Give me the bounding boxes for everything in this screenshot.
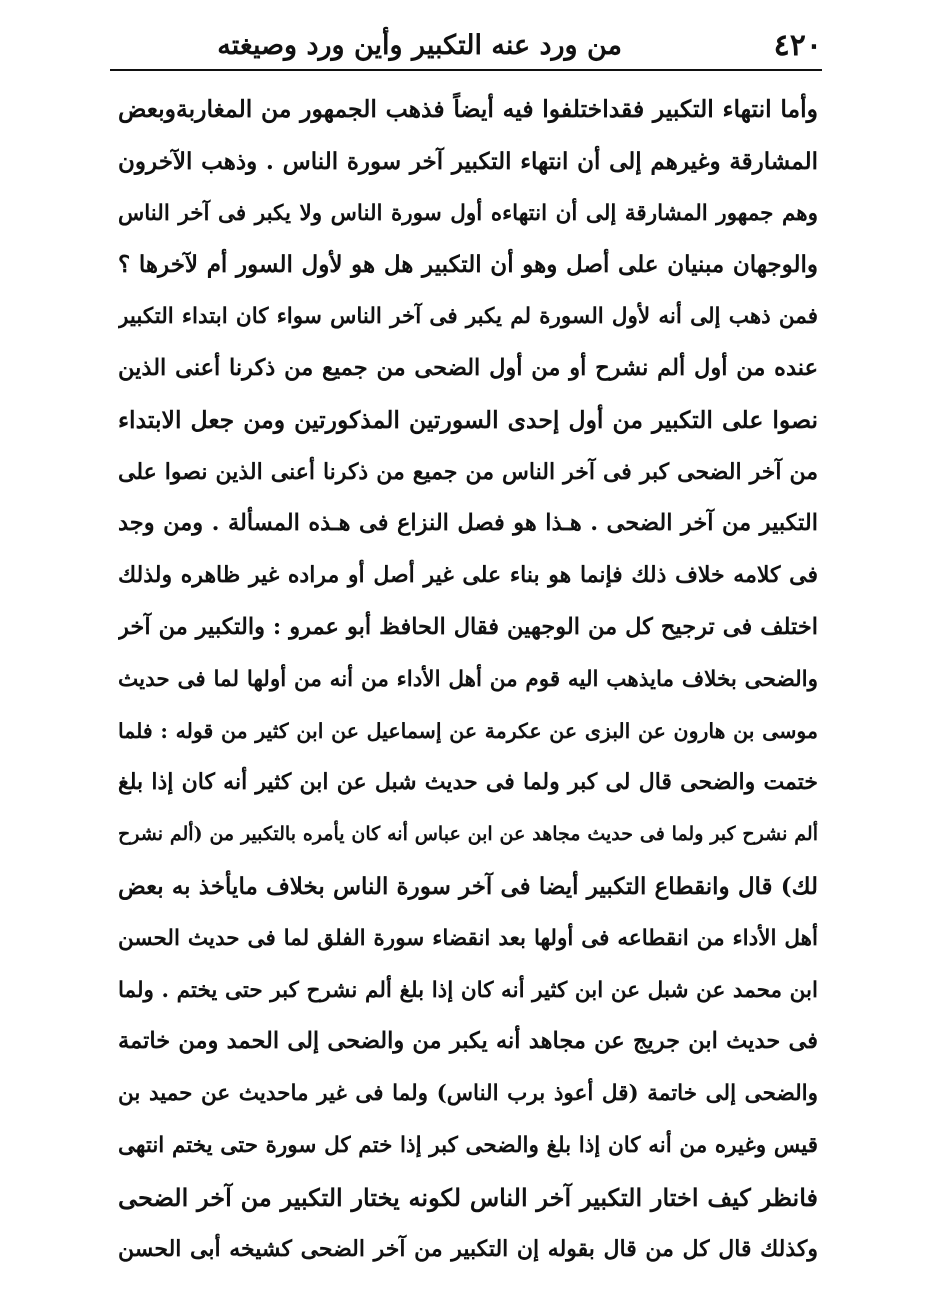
body-text	[118, 84, 818, 1275]
text-line: والضحى إلى خاتمة (قل أعوذ برب الناس) ولما فى غير ماحديث عن حميد بن	[118, 1081, 818, 1107]
text-line: موسى بن هارون عن البزى عن عكرمة عن إسماعيل عن ابن كثير من قوله : فلما	[118, 718, 818, 743]
text-line: لك) قال وانقطاع التكبير أيضا فى آخر سورة الناس بخلاف مايأخذ به بعض	[118, 872, 818, 900]
text-line: اختلف فى ترجيح كل من الوجهين فقال الحافظ أبو عمرو : والتكبير من آخر	[118, 613, 818, 640]
text-line: وأما انتهاء التكبير فقداختلفوا فيه أيضاً فذهب الجمهور من المغاربةوبعض	[118, 95, 818, 123]
text-line: من آخر الضحى كبر فى آخر الناس من جميع من ذكرنا أعنى الذين نصوا على	[118, 458, 818, 485]
text-line: ألم نشرح كبر ولما فى حديث مجاهد عن ابن عباس أنه كان يأمره بالتكبير من (ألم نشرح	[118, 823, 818, 846]
text-line: وهم جمهور المشارقة إلى أن انتهاءه أول سورة الناس ولا يكبر فى آخر الناس	[118, 200, 818, 226]
text-line: والضحى بخلاف مايذهب اليه قوم من أهل الأداء من أنه من أولها لما فى حديث	[118, 666, 818, 692]
page-header	[110, 26, 822, 66]
text-line: فمن ذهب إلى أنه لأول السورة لم يكبر فى آخر الناس سواء كان ابتداء التكبير	[118, 304, 818, 330]
text-line: ختمت والضحى قال لى كبر ولما فى حديث شبل عن ابن كثير أنه كان إذا بلغ	[118, 769, 818, 796]
text-line: ابن محمد عن شبل عن ابن كثير أنه كان إذا بلغ ألم نشرح كبر حتى يختم . ولما	[118, 977, 818, 1003]
text-line: نصوا على التكبير من أول إحدى السورتين المذكورتين ومن جعل الابتداء	[118, 405, 818, 434]
text-line: قيس وغيره من أنه كان إذا بلغ والضحى كبر إذا ختم كل سورة حتى يختم انتهى	[118, 1132, 818, 1158]
running-title: من ورد عنه التكبير وأين ورد وصيغته	[217, 30, 622, 61]
text-line: أهل الأداء من انقطاعه فى أولها بعد انقضاء سورة الفلق لما فى حديث الحسن	[118, 925, 818, 951]
text-line: فى كلامه خلاف ذلك فإنما هو بناء على غير أصل أو مراده غير ظاهره ولذلك	[118, 562, 818, 589]
text-line: فانظر كيف اختار التكبير آخر الناس لكونه يختار التكبير من آخر الضحى	[118, 1182, 818, 1212]
text-line: عنده من أول ألم نشرح أو من أول الضحى من جميع من ذكرنا أعنى الذين	[118, 354, 818, 381]
header-divider	[110, 69, 822, 71]
text-line: والوجهان مبنيان على أصل وهو أن التكبير هل هو لأول السور أم لآخرها ؟	[118, 251, 818, 279]
text-line: التكبير من آخر الضحى . هـذا هو فصل النزاع فى هـذه المسألة . ومن وجد	[118, 510, 818, 537]
text-line: وكذلك قال كل من قال بقوله إن التكبير من آخر الضحى كشيخه أبى الحسن	[118, 1235, 818, 1262]
page-number: ٤٢٠	[773, 28, 822, 63]
text-line: فى حديث ابن جريج عن مجاهد أنه يكبر من والضحى إلى الحمد ومن خاتمة	[118, 1028, 818, 1055]
text-line: المشارقة وغيرهم إلى أن انتهاء التكبير آخر سورة الناس . وذهب الآخرون	[118, 147, 818, 175]
